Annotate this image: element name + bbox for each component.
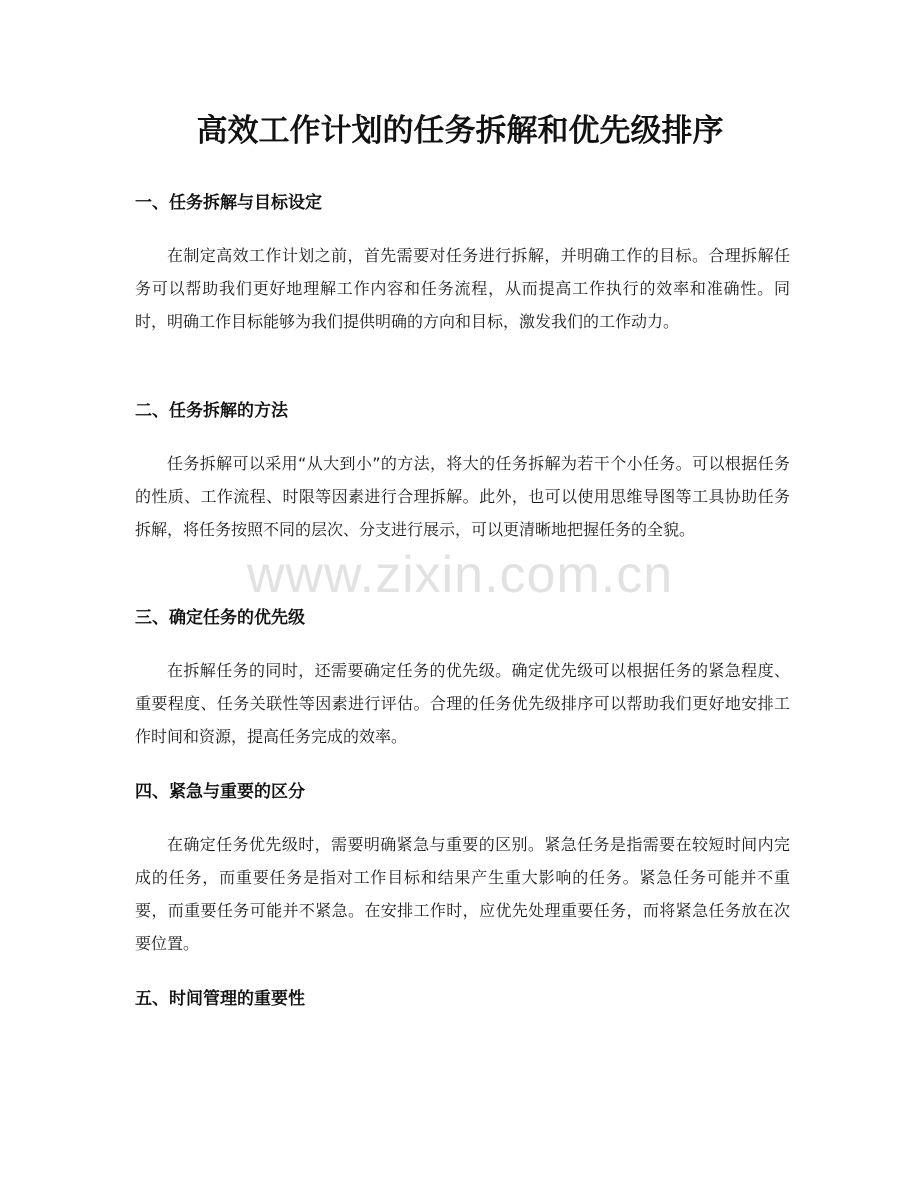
section-heading: 五、时间管理的重要性 (135, 989, 305, 1009)
section-heading: 四、紧急与重要的区分 (135, 782, 305, 802)
section-heading: 一、任务拆解与目标设定 (135, 193, 322, 213)
watermark: www.zixin.com.cn (246, 546, 674, 604)
section-paragraph: 在拆解任务的同时，还需要确定任务的优先级。确定优先级可以根据任务的紧急程度、重要程度、任务关联性等因素进行评估。合理的任务优先级排序可以帮助我们更好地安排工作时间和资源，提高任务完成的效率。 (135, 661, 790, 746)
section-paragraph: 在制定高效工作计划之前，首先需要对任务进行拆解，并明确工作的目标。合理拆解任务可以帮助我们更好地理解工作内容和任务流程，从而提高工作执行的效率和准确性。同时，明确工作目标能够为我们提供明确的方向和目标，激发我们的工作动力。 (135, 246, 790, 331)
section-paragraph: 任务拆解可以采用“从大到小”的方法，将大的任务拆解为若干个小任务。可以根据任务的性质、工作流程、时限等因素进行合理拆解。此外，也可以使用思维导图等工具协助任务拆解，将任务按照不同的层次、分支进行展示，可以更清晰地把握任务的全貌。 (135, 454, 790, 539)
page-title: 高效工作计划的任务拆解和优先级排序 (196, 113, 724, 149)
section-5 (135, 984, 790, 1014)
section-2 (135, 396, 790, 546)
section-heading: 二、任务拆解的方法 (135, 401, 288, 421)
section-heading: 三、确定任务的优先级 (135, 608, 305, 628)
section-3 (135, 603, 790, 753)
section-4 (135, 777, 790, 960)
section-paragraph: 在确定任务优先级时，需要明确紧急与重要的区别。紧急任务是指需要在较短时间内完成的任务，而重要任务是指对工作目标和结果产生重大影响的任务。紧急任务可能并不重要，而重要任务可能并不紧急。在安排工作时，应优先处理重要任务，而将紧急任务放在次要位置。 (135, 835, 790, 953)
section-1 (135, 188, 790, 338)
